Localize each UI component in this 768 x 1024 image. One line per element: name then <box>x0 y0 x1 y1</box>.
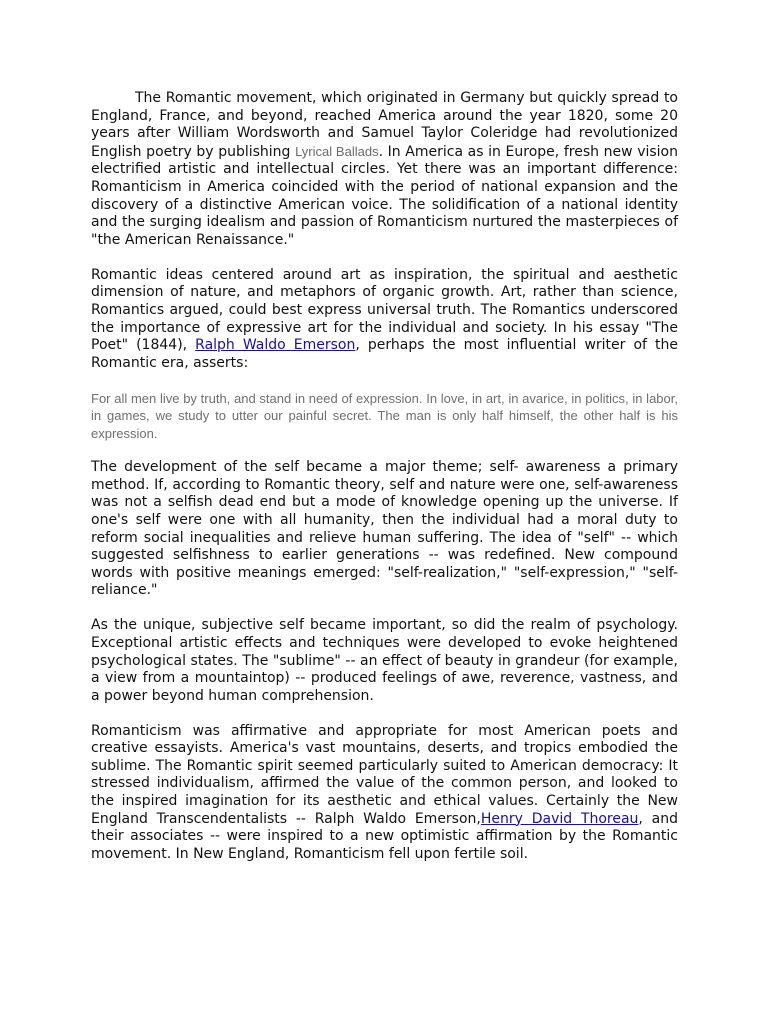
paragraph-text: The Romantic movement, which originated in Germany but quickly spread to England, France, and beyond, reached America around the year 1820, some 20 years after William Wordsworth and Samuel Taylor Coleridge had revolutionized English poetry by publishing <box>91 90 678 160</box>
emerson-quote: For all men live by truth, and stand in need of expression. In love, in art, in avarice, in politics, in labor, in games, we study to utter our painful secret. The man is only half himself, the other half is his expression. <box>91 390 678 441</box>
paragraph-romantic-movement-origin <box>91 90 678 249</box>
paragraph-psychology-sublime: As the unique, subjective self became important, so did the realm of psychology. Exceptional artistic effects and techniques were developed to evoke heightened psychological states. The "sublime" -- an effect of beauty in grandeur (for example, a view from a mountaintop) -- produced feelings of awe, reverence, vastness, and a power beyond human comprehension. <box>91 617 678 704</box>
paragraph-text: Romantic ideas centered around art as inspiration, the spiritual and aesthetic dimension of nature, and metaphors of organic growth. Art, rather than science, Romantics argued, could best express universal truth. The Romantics underscored the importance of expressive art for the individual and society. In his essay "The Poet" (1844), <box>91 266 678 354</box>
paragraph-text: , and their associates -- were inspired to a new optimistic affirmation by the Romantic movement. In New England, Romanticism fell upon fertile soil. <box>91 810 678 862</box>
link-ralph-waldo-emerson[interactable]: Ralph Waldo Emerson <box>195 337 356 354</box>
paragraph-text: Romanticism was affirmative and appropriate for most American poets and creative essayists. America's vast mountains, deserts, and tropics embodied the sublime. The Romantic spirit seemed particularly suited to American democracy: It stressed individualism, affirmed the value of the common person, and looked to the inspired imagination for its aesthetic and ethical values. Certainly the New England Transcendentalists -- Ralph Waldo Emerson, <box>91 722 678 827</box>
paragraph-text: . In America as in Europe, fresh new vision electrified artistic and intellectual circles. Yet there was an important difference: Romanticism in America coincided with the period of national expansion and the discovery of a distinctive American voice. The solidification of a national identity and the surging idealism and passion of Romanticism nurtured the masterpieces of "the American Renaissance." <box>91 143 678 248</box>
paragraph-self-development: The development of the self became a major theme; self- awareness a primary method. If, according to Romantic theory, self and nature were one, self-awareness was not a selfish dead end but a mode of knowledge opening up the universe. If one's self were one with all humanity, then the individual had a moral duty to reform social inequalities and relieve human suffering. The idea of "self" -- which suggested selfishness to earlier generations -- was redefined. New compound words with positive meanings emerged: "self-realization," "self-expression," "self- reliance." <box>91 459 678 599</box>
paragraph-romanticism-affirmative <box>91 723 678 864</box>
book-title-lyrical-ballads: Lyrical Ballads <box>295 143 379 159</box>
document-body <box>91 90 678 881</box>
paragraph-romantic-ideas <box>91 267 678 373</box>
paragraph-text: , perhaps the most influential writer of the Romantic era, asserts: <box>91 337 678 371</box>
link-henry-david-thoreau[interactable]: Henry David Thoreau <box>480 810 639 827</box>
